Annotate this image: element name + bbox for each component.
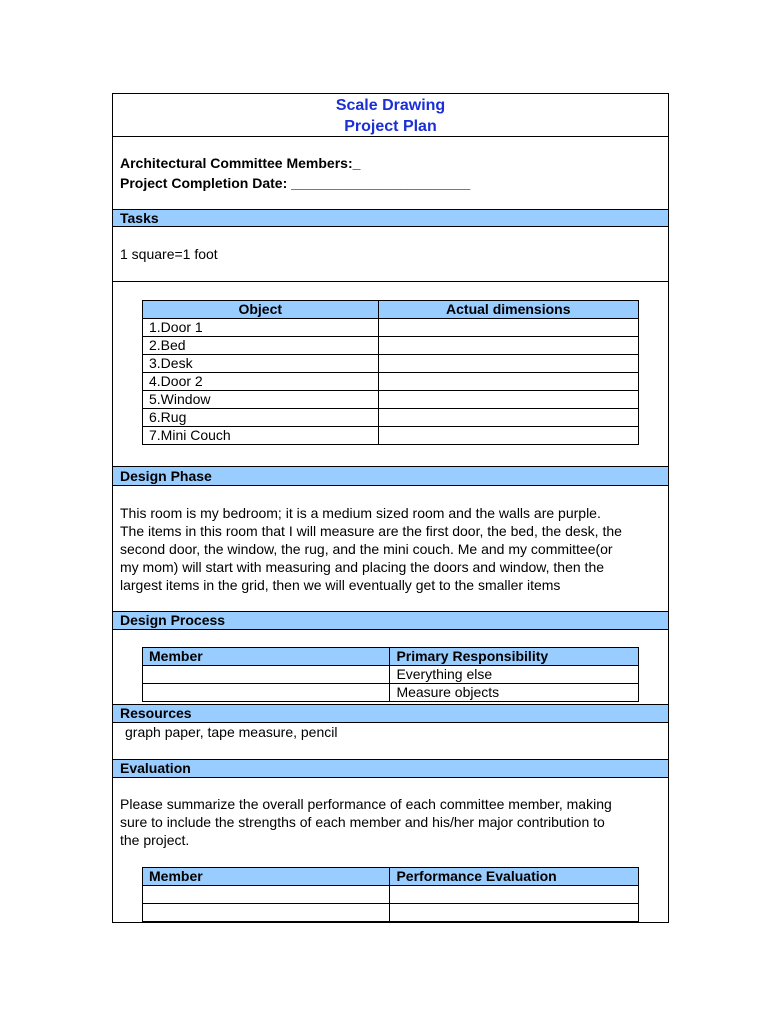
- performance-table: [142, 867, 639, 922]
- design-phase-heading: Design Phase: [113, 466, 668, 486]
- object-cell: 3.Desk: [143, 355, 379, 373]
- completion-date-label: Project Completion Date: _______________________: [120, 175, 471, 191]
- evaluation-cell[interactable]: [390, 904, 639, 922]
- table-row: [143, 409, 639, 427]
- scale-note: 1 square=1 foot: [120, 246, 218, 262]
- table-header-row: [143, 301, 639, 319]
- dimension-cell[interactable]: [378, 373, 638, 391]
- object-cell: 5.Window: [143, 391, 379, 409]
- table-header-row: [143, 868, 639, 886]
- table-row: [143, 319, 639, 337]
- table-row: [143, 391, 639, 409]
- title-line-1: Scale Drawing: [335, 97, 446, 114]
- column-header-member: Member: [143, 868, 390, 886]
- column-header-member: Member: [143, 648, 390, 666]
- table-row: [143, 666, 639, 684]
- table-row: [143, 684, 639, 702]
- table-row: [143, 337, 639, 355]
- design-process-heading: Design Process: [113, 611, 668, 630]
- column-header-performance: Performance Evaluation: [390, 868, 639, 886]
- table-row: [143, 373, 639, 391]
- responsibility-table: [142, 647, 639, 702]
- divider: [113, 281, 668, 282]
- dimension-cell[interactable]: [378, 409, 638, 427]
- dimension-cell[interactable]: [378, 355, 638, 373]
- committee-members-label: Architectural Committee Members:_: [120, 155, 361, 171]
- dimension-cell[interactable]: [378, 391, 638, 409]
- dimension-cell[interactable]: [378, 427, 638, 445]
- responsibility-cell: Everything else: [390, 666, 639, 684]
- divider: [113, 136, 668, 137]
- table-row: [143, 904, 639, 922]
- objects-table: [142, 300, 639, 445]
- member-cell[interactable]: [143, 886, 390, 904]
- design-phase-text: This room is my bedroom; it is a medium sized room and the walls are purple. The items in this room that I will measure are the first door, the bed, the desk, the second door, the window, the rug, and the mini couch. Me and my committee(or my mom) will start with measuring and placing the doors and window, then the largest items in the grid, then we will eventually get to the smaller items: [120, 505, 622, 593]
- evaluation-text: Please summarize the overall performance of each committee member, making sure to include the strengths of each member and his/her major contribution to the project.: [120, 796, 612, 848]
- evaluation-heading: Evaluation: [113, 759, 668, 778]
- object-cell: 7.Mini Couch: [143, 427, 379, 445]
- column-header-responsibility: Primary Responsibility: [390, 648, 639, 666]
- object-cell: 2.Bed: [143, 337, 379, 355]
- project-plan-form: [112, 93, 669, 923]
- resources-text: graph paper, tape measure, pencil: [125, 724, 338, 740]
- table-row: [143, 427, 639, 445]
- column-header-object: Object: [143, 301, 379, 319]
- object-cell: 6.Rug: [143, 409, 379, 427]
- title-line-2: Project Plan: [344, 118, 437, 135]
- dimension-cell[interactable]: [378, 319, 638, 337]
- resources-heading: Resources: [113, 704, 668, 723]
- tasks-heading: Tasks: [113, 209, 668, 227]
- table-row: [143, 886, 639, 904]
- table-row: [143, 355, 639, 373]
- member-cell[interactable]: [143, 666, 390, 684]
- table-header-row: [143, 648, 639, 666]
- dimension-cell[interactable]: [378, 337, 638, 355]
- member-cell[interactable]: [143, 684, 390, 702]
- object-cell: 4.Door 2: [143, 373, 379, 391]
- column-header-dimensions: Actual dimensions: [378, 301, 638, 319]
- member-cell[interactable]: [143, 904, 390, 922]
- object-cell: 1.Door 1: [143, 319, 379, 337]
- responsibility-cell: Measure objects: [390, 684, 639, 702]
- evaluation-cell[interactable]: [390, 886, 639, 904]
